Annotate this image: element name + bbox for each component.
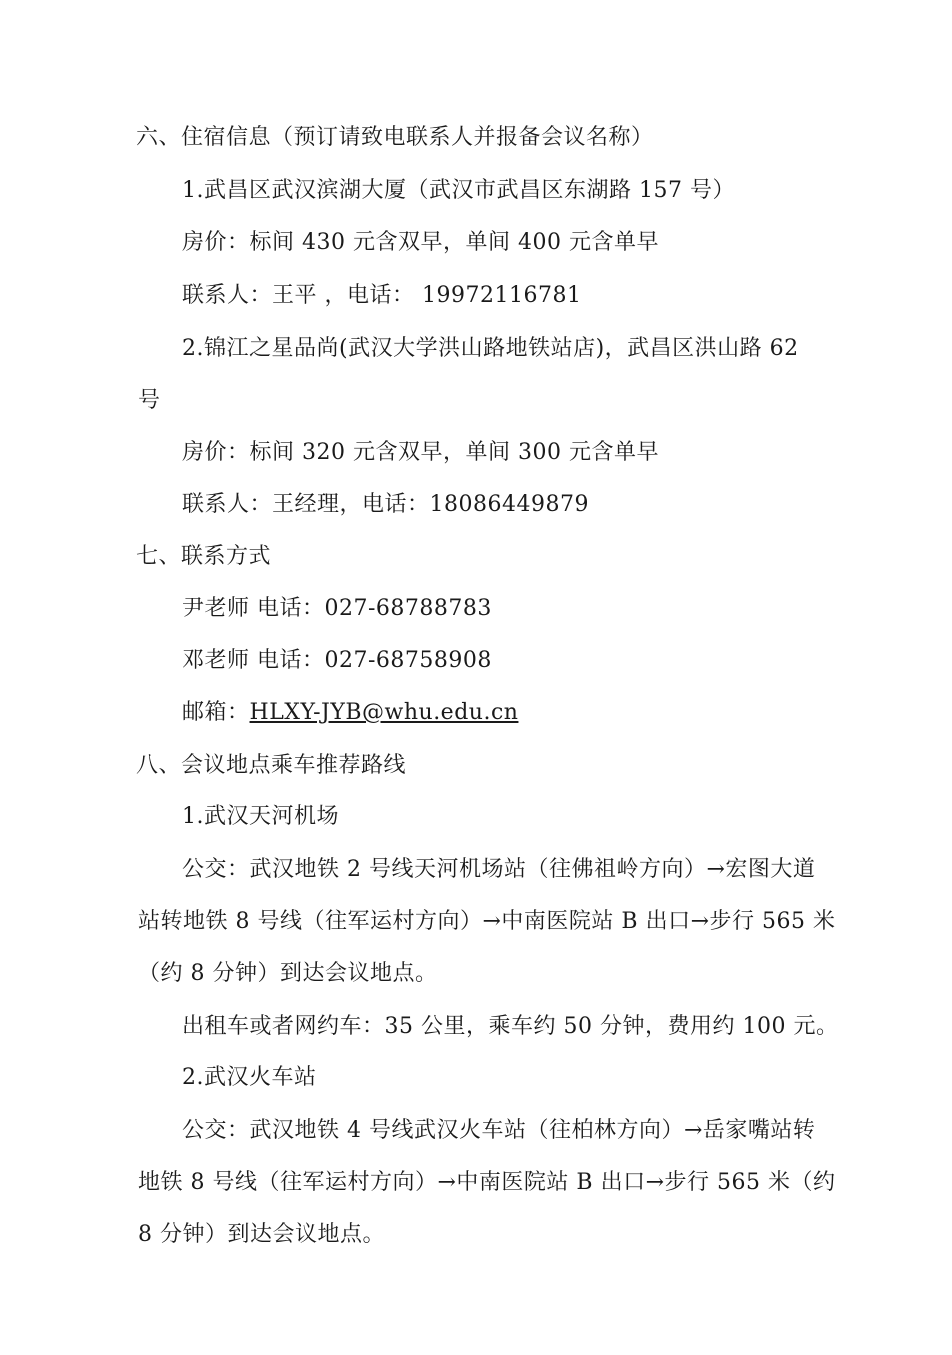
airport-bus-line2: 站转地铁 8 号线（往军运村方向）→中南医院站 B 出口→步行 565 米 xyxy=(138,909,836,934)
email-link[interactable]: HLXY-JYB@whu.edu.cn xyxy=(249,700,519,725)
hotel2-price: 房价：标间 320 元含双早，单间 300 元含单早 xyxy=(182,440,659,465)
station-title: 2.武汉火车站 xyxy=(182,1065,317,1090)
airport-taxi: 出租车或者网约车：35 公里，乘车约 50 分钟，费用约 100 元。 xyxy=(182,1014,839,1039)
station-bus-line2: 地铁 8 号线（往军运村方向）→中南医院站 B 出口→步行 565 米（约 xyxy=(138,1170,836,1195)
contact-person-yin: 尹老师 电话：027-68788783 xyxy=(182,596,492,621)
airport-bus-line3: （约 8 分钟）到达会议地点。 xyxy=(138,961,438,986)
station-bus-line1: 公交：武汉地铁 4 号线武汉火车站（往柏林方向）→岳家嘴站转 xyxy=(182,1118,816,1143)
route-heading: 八、会议地点乘车推荐路线 xyxy=(136,753,407,778)
hotel2-contact: 联系人：王经理，电话：18086449879 xyxy=(182,492,589,517)
hotel1-contact: 联系人：王平 ，电话： 19972116781 xyxy=(182,283,582,308)
hotel2-name-continued: 号 xyxy=(138,388,161,413)
email-label: 邮箱： xyxy=(182,700,250,725)
airport-bus-line1: 公交：武汉地铁 2 号线天河机场站（往佛祖岭方向）→宏图大道 xyxy=(182,857,816,882)
airport-title: 1.武汉天河机场 xyxy=(182,804,339,829)
station-bus-line3: 8 分钟）到达会议地点。 xyxy=(138,1222,385,1247)
contact-email-row xyxy=(182,698,518,728)
contact-heading: 七、联系方式 xyxy=(136,544,272,569)
hotel1-price: 房价：标间 430 元含双早，单间 400 元含单早 xyxy=(182,230,659,255)
lodging-heading: 六、住宿信息（预订请致电联系人并报备会议名称） xyxy=(136,125,654,150)
hotel1-name: 1.武昌区武汉滨湖大厦（武汉市武昌区东湖路 157 号） xyxy=(182,178,735,203)
hotel2-name: 2.锦江之星品尚(武汉大学洪山路地铁站店)，武昌区洪山路 62 xyxy=(182,336,799,361)
contact-person-deng: 邓老师 电话：027-68758908 xyxy=(182,648,492,673)
